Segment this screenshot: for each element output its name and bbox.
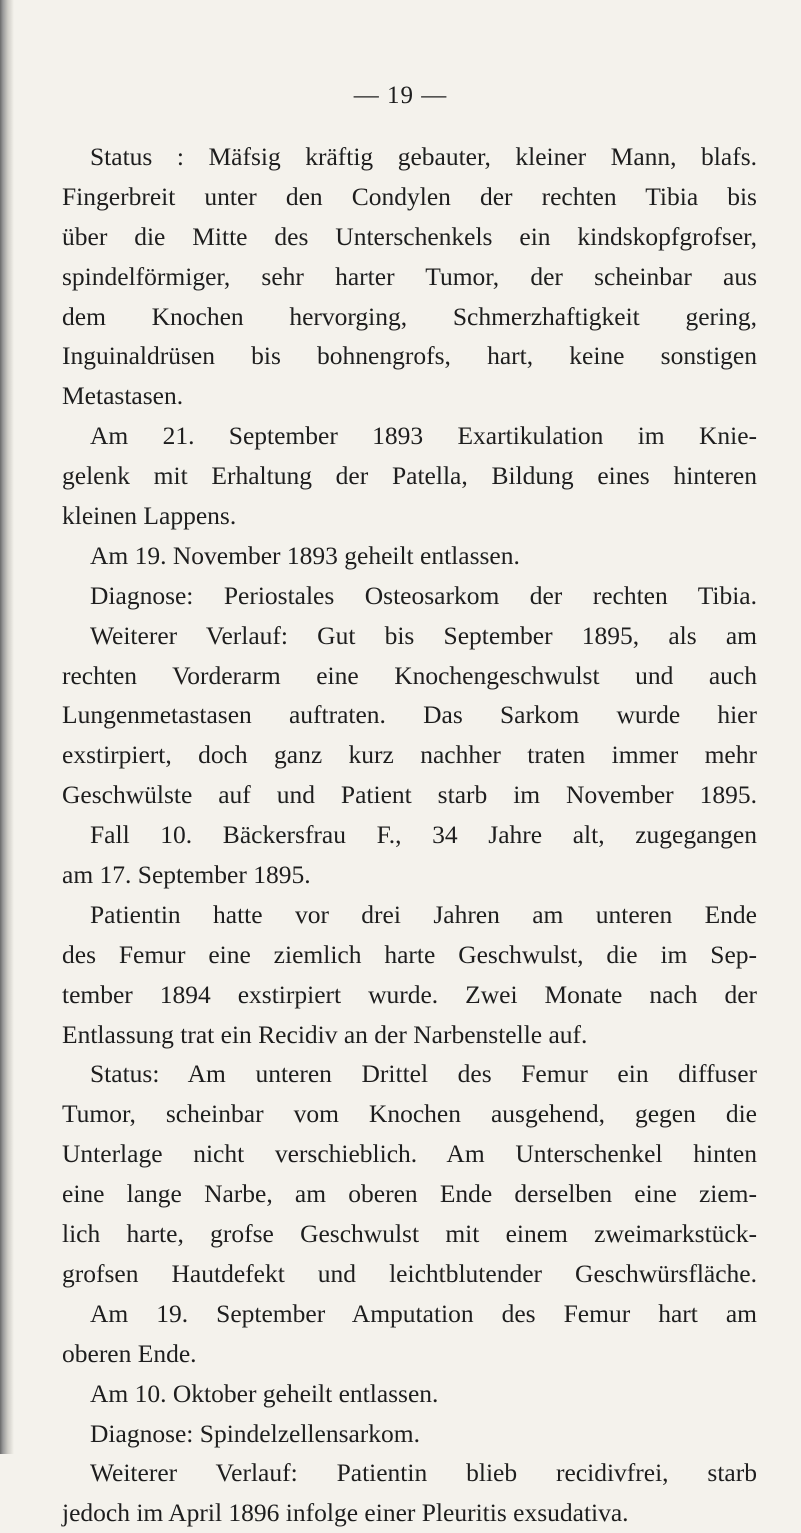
- text-line: Am 19. September Amputation des Femur hart am: [90, 1298, 757, 1328]
- text-line: lich harte, grofse Geschwulst mit einem zweimarkstück-: [62, 1219, 757, 1249]
- text-line: des Femur eine ziemlich harte Geschwulst, die im Sep-: [62, 939, 757, 969]
- text-line: Am 21. September 1893 Exartikulation im Knie-: [90, 421, 757, 451]
- text-line: Diagnose: Periostales Osteosarkom der rechten Tibia.: [90, 580, 757, 610]
- text-line: jedoch im April 1896 infolge einer Pleuritis exsudativa.: [62, 1498, 629, 1528]
- book-spine-shadow: [0, 0, 14, 1454]
- text-line: Am 10. Oktober geheilt entlassen.: [90, 1378, 439, 1408]
- text-line: dem Knochen hervorging, Schmerzhaftigkeit gering,: [62, 301, 757, 331]
- text-line: Inguinaldrüsen bis bohnengrofs, hart, keine sonstigen: [62, 341, 757, 371]
- text-line: spindelförmiger, sehr harter Tumor, der scheinbar aus: [62, 261, 757, 291]
- text-line: Status: Am unteren Drittel des Femur ein diffuser: [90, 1059, 757, 1089]
- text-line: Fall 10. Bäckersfrau F., 34 Jahre alt, zugegangen: [90, 820, 757, 850]
- body-text: [62, 137, 757, 1533]
- text-line: rechten Vorderarm eine Knochengeschwulst und auch: [62, 660, 757, 690]
- text-line: Entlassung trat ein Recidiv an der Narbenstelle auf.: [62, 1019, 588, 1049]
- text-line: am 17. September 1895.: [62, 860, 311, 890]
- text-line: Metastasen.: [62, 381, 184, 411]
- text-line: Weiterer Verlauf: Patientin blieb recidivfrei, starb: [90, 1458, 757, 1488]
- page-number: — 19 —: [353, 82, 448, 109]
- text-line: Lungenmetastasen auftraten. Das Sarkom wurde hier: [62, 700, 757, 730]
- text-line: Diagnose: Spindelzellensarkom.: [90, 1418, 421, 1448]
- text-line: gelenk mit Erhaltung der Patella, Bildung eines hinteren: [62, 461, 757, 491]
- text-line: Geschwülste auf und Patient starb im November 1895.: [62, 780, 757, 810]
- text-line: exstirpiert, doch ganz kurz nachher traten immer mehr: [62, 740, 757, 770]
- text-line: Tumor, scheinbar vom Knochen ausgehend, gegen die: [62, 1099, 757, 1129]
- text-line: Am 19. November 1893 geheilt entlassen.: [90, 540, 520, 570]
- text-line: oberen Ende.: [62, 1338, 197, 1368]
- text-line: Status : Mäfsig kräftig gebauter, kleiner Mann, blafs.: [90, 142, 757, 171]
- text-line: eine lange Narbe, am oberen Ende derselben eine ziem-: [62, 1179, 757, 1209]
- text-line: tember 1894 exstirpiert wurde. Zwei Monate nach der: [62, 979, 757, 1009]
- text-line: Unterlage nicht verschieblich. Am Unterschenkel hinten: [62, 1139, 757, 1169]
- text-line: Patientin hatte vor drei Jahren am unteren Ende: [90, 899, 757, 929]
- text-line: grofsen Hautdefekt und leichtblutender Geschwürsfläche.: [62, 1258, 757, 1288]
- text-line: kleinen Lappens.: [62, 501, 237, 531]
- text-line: über die Mitte des Unterschenkels ein kindskopfgrofser,: [62, 221, 757, 251]
- text-line: Weiterer Verlauf: Gut bis September 1895, als am: [90, 620, 757, 650]
- text-line: Fingerbreit unter den Condylen der rechten Tibia bis: [62, 181, 757, 211]
